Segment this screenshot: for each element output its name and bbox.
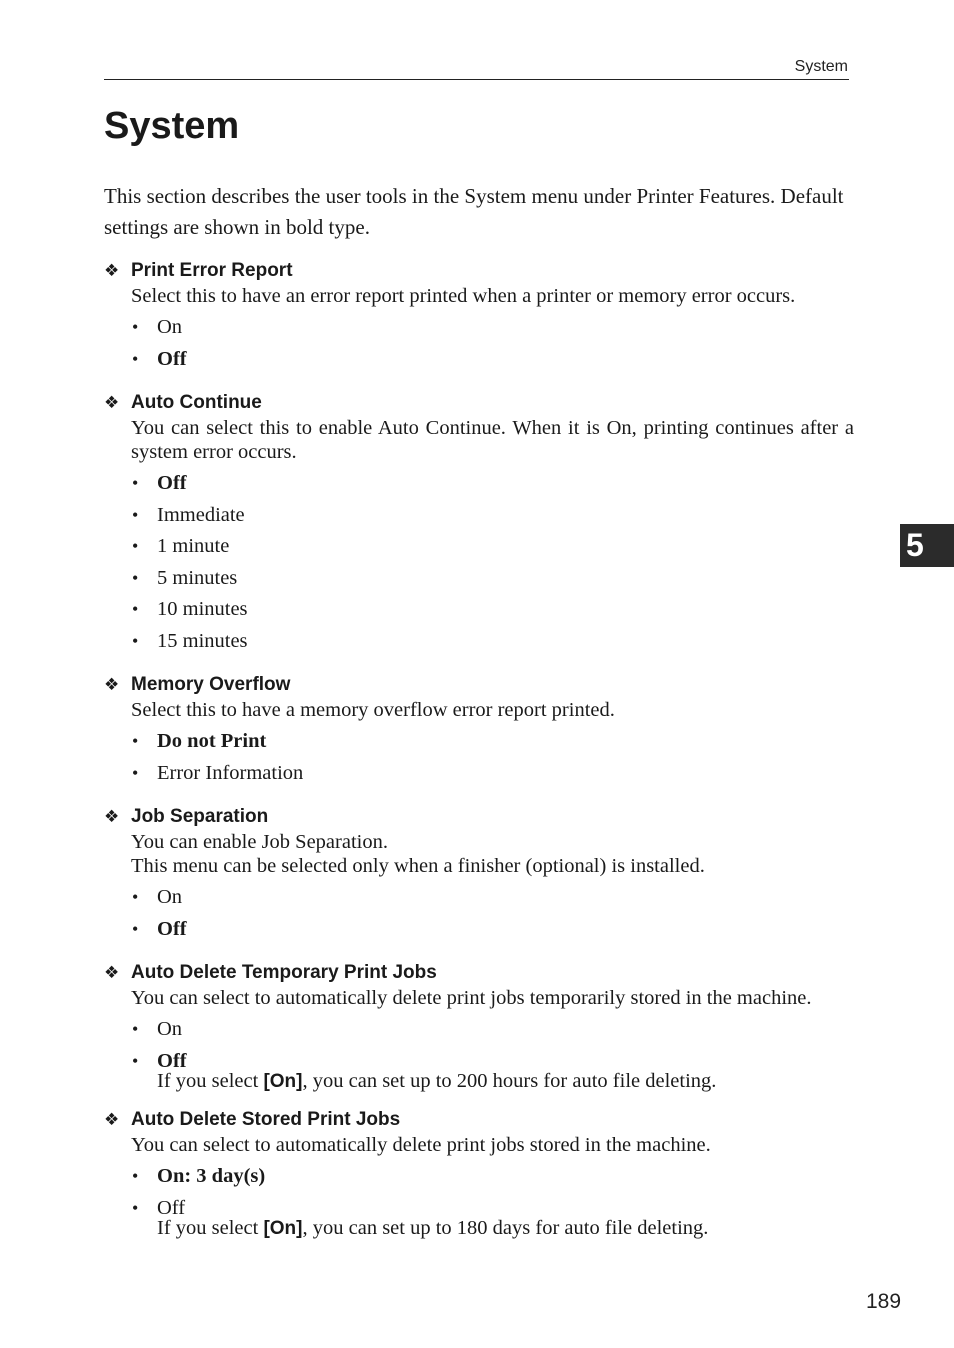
option-label: 5 minutes (157, 566, 238, 589)
option-item (131, 882, 854, 914)
note-text: If you select (157, 1070, 264, 1092)
key-name: [On] (263, 1218, 303, 1239)
setting-section (104, 959, 854, 1092)
option-item (131, 1014, 854, 1046)
option-item (131, 563, 854, 595)
option-label: Error Information (157, 761, 304, 784)
setting-section (104, 1106, 854, 1239)
setting-section (104, 257, 854, 375)
option-list (104, 1014, 854, 1092)
option-label: Immediate (157, 503, 245, 526)
section-heading (104, 1106, 854, 1133)
option-note (157, 1218, 854, 1239)
running-header: System (794, 58, 848, 75)
diamond-bullet-icon: ❖ (104, 260, 120, 280)
setting-section (104, 389, 854, 657)
option-label: Off (157, 347, 187, 370)
section-description: You can enable Job Separation. This menu can be selected only when a finisher (optional) is installed. (131, 831, 705, 877)
option-item (131, 1046, 854, 1093)
option-item (131, 1193, 854, 1240)
option-label: 15 minutes (157, 629, 248, 652)
intro-paragraph: This section describes the user tools in the System menu under Printer Features. Default settings are shown in bold type. (104, 184, 844, 239)
section-heading (104, 671, 854, 698)
section-title: Auto Delete Temporary Print Jobs (131, 961, 437, 983)
option-item (131, 1161, 854, 1193)
diamond-bullet-icon: ❖ (104, 674, 120, 694)
option-label: On (157, 1018, 183, 1040)
chapter-tab: 5 (900, 524, 954, 567)
option-item (131, 344, 854, 376)
section-title: Memory Overflow (131, 673, 291, 695)
option-label: On (157, 886, 183, 908)
section-title: Job Separation (131, 805, 269, 827)
option-item (131, 531, 854, 563)
section-description: Select this to have an error report printed when a printer or memory error occurs. (131, 285, 796, 307)
section-description: You can select to automatically delete print jobs stored in the machine. (131, 1134, 711, 1156)
option-label: Off (157, 917, 187, 940)
option-label: Off (157, 1049, 187, 1072)
option-item (131, 626, 854, 658)
section-title: Auto Delete Stored Print Jobs (131, 1108, 401, 1130)
option-list (104, 312, 854, 375)
section-heading (104, 389, 854, 416)
key-name: [On] (263, 1071, 303, 1092)
option-item (131, 312, 854, 344)
section-title: Auto Continue (131, 391, 262, 413)
option-item (131, 468, 854, 500)
option-item (131, 758, 854, 790)
option-list (104, 468, 854, 657)
option-label: 1 minute (157, 535, 230, 557)
option-note (157, 1071, 854, 1092)
option-label: 10 minutes (157, 598, 248, 620)
option-label: Do not Print (157, 730, 267, 752)
option-item (131, 594, 854, 626)
section-heading (104, 803, 854, 830)
diamond-bullet-icon: ❖ (104, 962, 120, 982)
section-description: Select this to have a memory overflow error report printed. (131, 699, 615, 721)
diamond-bullet-icon: ❖ (104, 392, 120, 412)
note-text: , you can set up to 200 hours for auto file deleting. (302, 1070, 717, 1092)
note-text: , you can set up to 180 days for auto file deleting. (302, 1217, 709, 1239)
option-label: Off (157, 1196, 186, 1219)
option-label: On (157, 316, 183, 338)
section-description: You can select to automatically delete print jobs temporarily stored in the machine. (131, 987, 812, 1009)
settings-sections (104, 257, 854, 1253)
option-list (104, 726, 854, 789)
option-item (131, 914, 854, 946)
option-item (131, 726, 854, 758)
note-text: If you select (157, 1217, 264, 1239)
option-label: On: 3 day(s) (157, 1165, 266, 1187)
diamond-bullet-icon: ❖ (104, 806, 120, 826)
option-label: Off (157, 472, 187, 494)
section-heading (104, 257, 854, 284)
setting-section (104, 803, 854, 945)
option-list (104, 882, 854, 945)
section-title: Print Error Report (131, 259, 293, 281)
page-number: 189 (866, 1290, 902, 1313)
page-title: System (104, 105, 240, 147)
option-item (131, 500, 854, 532)
section-heading (104, 959, 854, 986)
setting-section (104, 671, 854, 789)
option-list (104, 1161, 854, 1239)
header-rule (104, 79, 849, 80)
section-description: You can select this to enable Auto Continue. When it is On, printing continues after a system error occurs. (131, 417, 854, 463)
diamond-bullet-icon: ❖ (104, 1109, 120, 1129)
